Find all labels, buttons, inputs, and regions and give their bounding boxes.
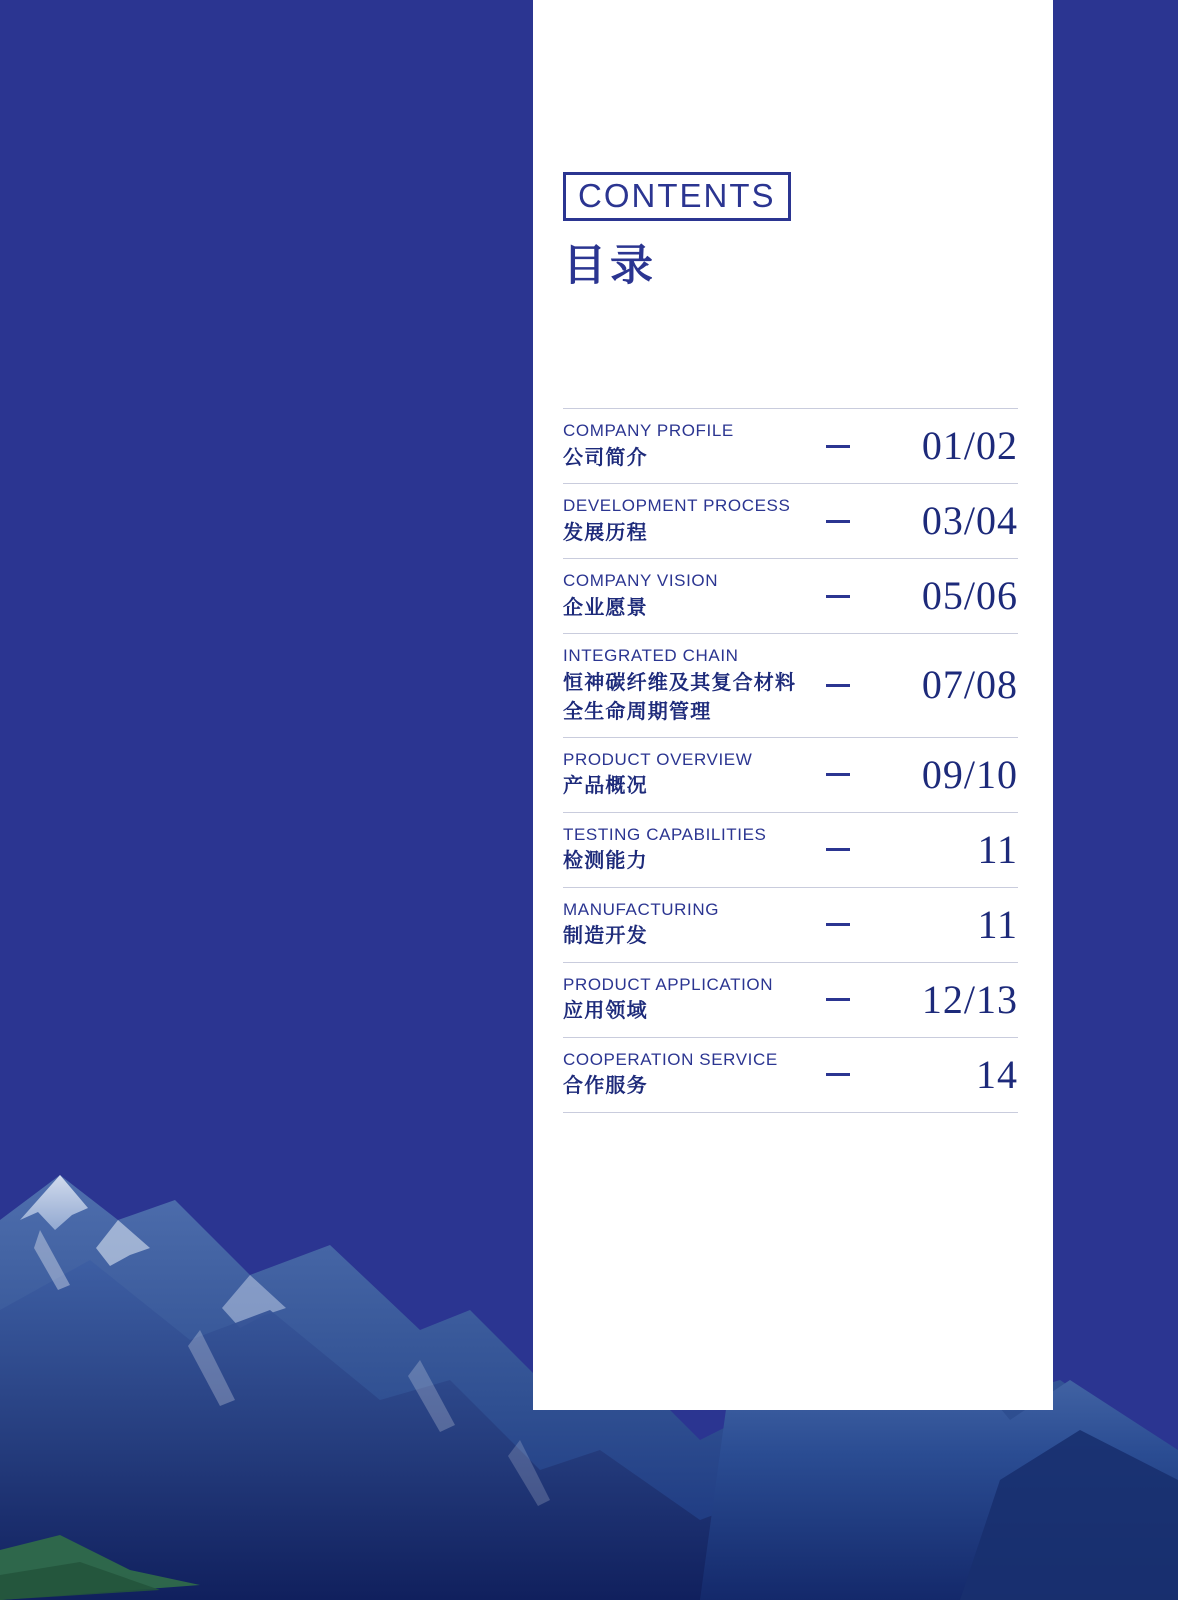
toc-item-cn: 发展历程 [563, 521, 648, 544]
dash-icon [826, 773, 850, 776]
dash-icon [826, 1073, 850, 1076]
toc-item[interactable] [563, 484, 1018, 559]
toc-item-cn: 制造开发 [563, 925, 648, 948]
dash-icon [826, 595, 850, 598]
toc-item-en: INTEGRATED CHAIN [563, 646, 739, 665]
dash-icon [826, 998, 850, 1001]
toc-item[interactable] [563, 738, 1018, 813]
contents-title-box [563, 172, 791, 221]
toc-item-page: 11 [977, 901, 1018, 947]
toc-item-en: PRODUCT OVERVIEW [563, 749, 753, 769]
toc-item-page: 01/02 [921, 423, 1018, 468]
dash-icon [826, 923, 850, 926]
toc-item[interactable] [563, 813, 1018, 888]
toc-item[interactable] [563, 888, 1018, 963]
toc-item[interactable] [563, 1038, 1018, 1113]
toc-item-page: 14 [976, 1051, 1018, 1097]
toc-item-en: TESTING CAPABILITIES [563, 824, 767, 844]
toc-item[interactable] [563, 963, 1018, 1038]
dash-icon [826, 848, 850, 851]
toc-item-en: COOPERATION SERVICE [563, 1049, 778, 1069]
contents-title-en: CONTENTS [578, 177, 776, 214]
toc-item-cn: 合作服务 [563, 1075, 648, 1098]
toc-item-en: MANUFACTURING [563, 899, 720, 919]
toc-item-page: 05/06 [921, 573, 1018, 618]
toc-item-cn: 企业愿景 [563, 596, 648, 619]
toc-item[interactable] [563, 634, 1018, 738]
toc-item-cn: 公司简介 [563, 446, 648, 469]
dash-icon [826, 684, 850, 687]
toc-item-cn: 应用领域 [563, 1000, 648, 1023]
toc-item-cn: 检测能力 [563, 850, 648, 873]
toc-item-page: 09/10 [921, 751, 1018, 797]
toc-item-cn-line2: 全生命周期管理 [563, 700, 712, 723]
toc-item-en: COMPANY PROFILE [563, 421, 734, 441]
table-of-contents [563, 408, 1018, 1113]
toc-item-en: COMPANY VISION [563, 571, 719, 591]
toc-item[interactable] [563, 408, 1018, 484]
toc-item-cn: 恒神碳纤维及其复合材料 [563, 671, 797, 694]
toc-item-page: 12/13 [921, 976, 1018, 1022]
toc-item-page: 03/04 [921, 498, 1018, 543]
dash-icon [826, 445, 850, 448]
toc-item-page: 07/08 [921, 662, 1018, 708]
toc-item-cn: 产品概况 [563, 775, 648, 798]
toc-item-en: PRODUCT APPLICATION [563, 974, 774, 994]
toc-item-page: 11 [977, 826, 1018, 872]
toc-item-en: DEVELOPMENT PROCESS [563, 496, 791, 516]
toc-item[interactable] [563, 559, 1018, 634]
dash-icon [826, 520, 850, 523]
contents-title-cn: 目录 [563, 242, 657, 290]
